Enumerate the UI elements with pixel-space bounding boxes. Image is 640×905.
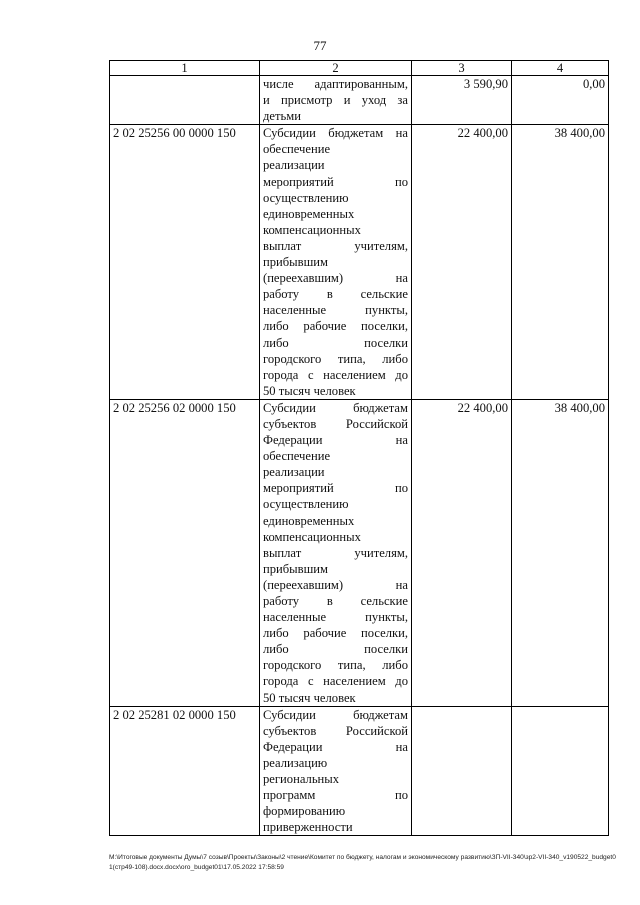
- description-line: единовременных: [263, 206, 355, 221]
- description-line: прибывшим: [263, 255, 328, 270]
- column-header-4: 4: [512, 61, 609, 76]
- description-line: осуществлению: [263, 190, 349, 205]
- description-line: обеспечение: [263, 142, 331, 157]
- description-line: осуществлению: [263, 497, 349, 512]
- description-line: субъектов Российской: [263, 416, 408, 431]
- description-line: мероприятий по: [263, 174, 408, 189]
- column-header-1: 1: [110, 61, 260, 76]
- description-line: единовременных: [263, 513, 355, 528]
- row-description: [260, 399, 412, 706]
- description-line: Федерации на: [263, 739, 408, 754]
- description-line: либо рабочие поселки,: [263, 626, 408, 641]
- table-row: [110, 76, 609, 125]
- row-value-col3: 3 590,90: [412, 76, 512, 125]
- table-row: [110, 399, 609, 706]
- description-line: (переехавшим) на: [263, 271, 408, 286]
- description-line: числе адаптированным,: [263, 77, 408, 91]
- description-line: программ по: [263, 788, 408, 803]
- description-line: либо поселки: [263, 335, 408, 350]
- description-line: субъектов Российской: [263, 723, 408, 738]
- description-line: городского типа, либо: [263, 351, 408, 366]
- row-value-col4: 38 400,00: [512, 125, 609, 400]
- row-description: [260, 706, 412, 836]
- row-code: 2 02 25281 02 0000 150: [110, 706, 260, 836]
- row-value-col3: [412, 706, 512, 836]
- row-code: 2 02 25256 02 0000 150: [110, 399, 260, 706]
- description-line: населенные пункты,: [263, 610, 408, 625]
- description-line: приверженности: [263, 820, 353, 835]
- description-line: мероприятий по: [263, 481, 408, 496]
- description-line: формированию: [263, 804, 346, 819]
- description-line: либо поселки: [263, 642, 408, 657]
- description-line: Федерации на: [263, 433, 408, 448]
- description-line: выплат учителям,: [263, 238, 408, 253]
- description-line: реализации: [263, 465, 325, 480]
- row-value-col4: [512, 706, 609, 836]
- row-value-col4: 0,00: [512, 76, 609, 125]
- row-description: [260, 76, 412, 125]
- description-line: города с населением до: [263, 674, 408, 689]
- row-code: 2 02 25256 00 0000 150: [110, 125, 260, 400]
- page-number: 77: [313, 38, 327, 53]
- description-line: детьми: [263, 109, 301, 124]
- description-line: работу в сельские: [263, 594, 408, 608]
- description-line: либо рабочие поселки,: [263, 319, 408, 334]
- row-value-col3: 22 400,00: [412, 125, 512, 400]
- description-line: обеспечение: [263, 449, 331, 464]
- row-description: [260, 125, 412, 400]
- description-line: реализацию: [263, 755, 328, 770]
- row-value-col4: 38 400,00: [512, 399, 609, 706]
- budget-table: [109, 60, 609, 836]
- description-line: прибывшим: [263, 561, 328, 576]
- description-line: реализации: [263, 158, 325, 173]
- description-line: 50 тысяч человек: [263, 690, 356, 705]
- row-code: [110, 76, 260, 125]
- description-line: (переехавшим) на: [263, 577, 408, 592]
- description-line: населенные пункты,: [263, 303, 408, 318]
- column-header-2: 2: [260, 61, 412, 76]
- description-line: городского типа, либо: [263, 658, 408, 673]
- table-row: [110, 125, 609, 400]
- description-line: выплат учителям,: [263, 545, 408, 560]
- description-line: компенсационных: [263, 529, 361, 544]
- description-line: работу в сельские: [263, 287, 408, 302]
- description-line: и присмотр и уход за: [263, 93, 408, 108]
- description-line: 50 тысяч человек: [263, 383, 356, 398]
- description-line: Субсидии бюджетам: [263, 707, 408, 722]
- description-line: компенсационных: [263, 222, 361, 237]
- table-header-row: [110, 61, 609, 76]
- column-header-3: 3: [412, 61, 512, 76]
- description-line: города с населением до: [263, 367, 408, 382]
- description-line: Субсидии бюджетам на: [263, 126, 408, 141]
- description-line: Субсидии бюджетам: [263, 400, 408, 415]
- row-value-col3: 22 400,00: [412, 399, 512, 706]
- table-row: [110, 706, 609, 836]
- file-path-footer: M:\Итоговые документы Думы\7 созыв\Проекты\Законы\2 чтение\Комитет по бюджету, налогам и экономическому развитию\ЗП-VII-340\зр2-VII-340_v190522_budget01(стр49-108).docx.docx\oro_budget01\17.05.2022 17:58:59: [109, 854, 616, 871]
- description-line: региональных: [263, 772, 340, 787]
